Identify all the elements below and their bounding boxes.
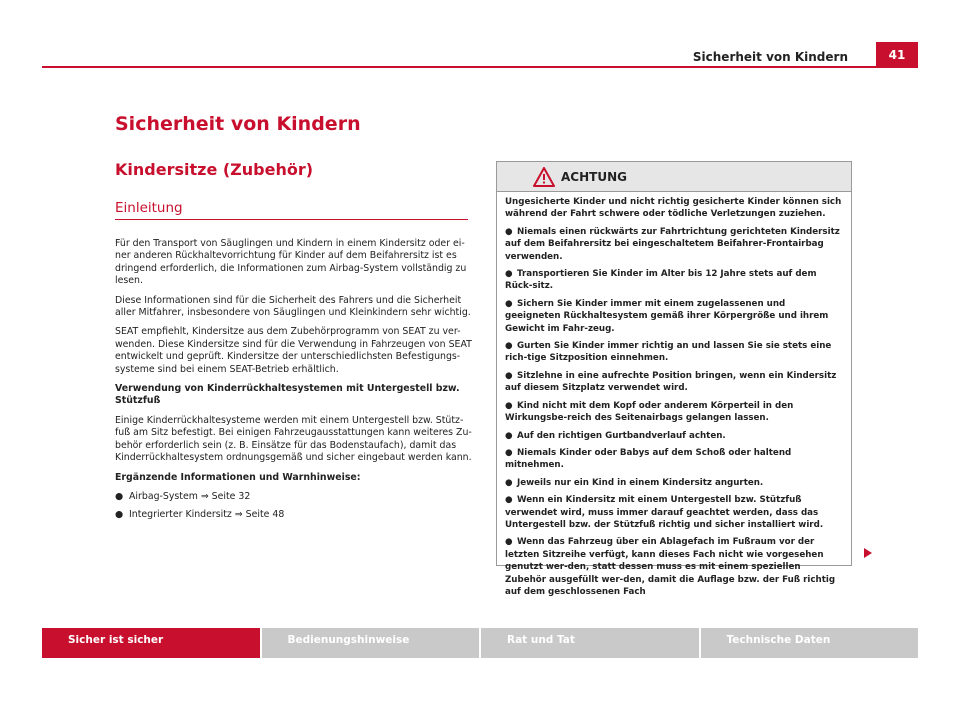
bullet-icon: ● bbox=[505, 269, 513, 280]
warning-item-text: Sitzlehne in eine aufrechte Position bringen, wenn ein Kindersitz auf diesem Sitzplatz verwendet wird. bbox=[505, 370, 837, 394]
chapter-title: Sicherheit von Kindern bbox=[115, 113, 361, 135]
warning-intro: Ungesicherte Kinder und nicht richtig gesicherte Kinder können sich während der Fahrt schwere oder tödliche Verletzungen zuziehen. bbox=[505, 197, 842, 220]
support-leg-paragraph: Einige Kinderrückhaltesysteme werden mit einem Untergestell bzw. Stütz-fuß am Sitz befestigt. Bei einigen Fahrzeugausstattungen kann weiteres Zu-behör erforderlich sein (z. B. Einsätze für das Bodenstaufach), damit das Kinderrückhaltesystem ordnungsgemäß und sicher eingebaut werden kann. bbox=[115, 414, 472, 464]
warning-item bbox=[505, 268, 843, 293]
section-heading: Kindersitze (Zubehör) bbox=[115, 160, 314, 179]
header-divider bbox=[42, 66, 876, 68]
reference-link[interactable]: Integrierter Kindersitz ⇒ Seite 48 bbox=[129, 509, 285, 521]
warning-item bbox=[505, 447, 843, 472]
warning-item-text: Kind nicht mit dem Kopf oder anderem Körperteil in den Wirkungsbe-reich des Seitenairbags gelangen lassen. bbox=[505, 400, 794, 424]
page-number: 41 bbox=[876, 42, 918, 68]
running-header: Sicherheit von Kindern bbox=[692, 50, 848, 64]
warning-label: ACHTUNG bbox=[561, 169, 627, 184]
warning-item-text: Sichern Sie Kinder immer mit einem zugelassenen und geeigneten Rückhaltesystem gemäß ihrer Körpergröße und ihrem Gewicht im Fahr-zeug. bbox=[505, 298, 829, 334]
warning-header bbox=[497, 162, 851, 192]
warning-item bbox=[505, 430, 843, 442]
warning-item-text: Jeweils nur ein Kind in einem Kindersitz angurten. bbox=[517, 477, 764, 488]
intro-paragraph-1: Für den Transport von Säuglingen und Kindern in einem Kindersitz oder ei-ner anderen Rückhaltevorrichtung für Kinder auf dem Beifahrersitz ist es dringend erforderlich, die Informationen zum Airbag-System vollständig zu lesen. bbox=[115, 238, 467, 287]
warning-item-text: Wenn ein Kindersitz mit einem Untergestell bzw. Stützfuß verwendet wird, muss immer darauf geachtet werden, dass das Untergestell bzw. der Stützfuß richtig und sicher installiert wird. bbox=[505, 495, 824, 530]
bullet-icon: ● bbox=[505, 298, 513, 309]
intro-paragraph-2: Diese Informationen sind für die Sicherheit des Fahrers und die Sicherheit aller Mitfahrer, insbesondere von Säuglingen und Kleinkindern sehr wichtig. bbox=[115, 294, 471, 319]
reference-list bbox=[115, 491, 473, 522]
warning-item bbox=[505, 370, 843, 395]
warning-item bbox=[505, 226, 843, 263]
reference-link[interactable]: Airbag-System ⇒ Seite 32 bbox=[129, 490, 251, 502]
warning-item-text: Wenn das Fahrzeug über ein Ablagefach im Fußraum vor der letzten Sitzreihe verfügt, kann dieses Fach nicht wie vorgesehen genutzt wer-den, statt dessen muss es mit einem speziellen Zubehör ausgefüllt wer-den, damit die Auflage bzw. der Fuß richtig auf dem geschlossenen Fach bbox=[505, 537, 836, 597]
warning-item bbox=[505, 536, 843, 598]
bullet-icon: ● bbox=[505, 447, 513, 458]
bullet-icon: ● bbox=[505, 400, 513, 411]
bullet-icon: ● bbox=[505, 370, 513, 381]
intro-text-column bbox=[115, 238, 473, 528]
warning-item bbox=[505, 340, 843, 365]
bullet-icon: ● bbox=[505, 477, 513, 488]
warning-item bbox=[505, 494, 843, 531]
additional-info-heading: Ergänzende Informationen und Warnhinweise: bbox=[115, 471, 361, 483]
bullet-icon: ● bbox=[505, 430, 513, 441]
footer-tab-bedienungshinweise[interactable]: Bedienungshinweise bbox=[262, 628, 480, 658]
footer-tab-technische-daten[interactable]: Technische Daten bbox=[701, 628, 919, 658]
warning-box bbox=[496, 161, 852, 597]
warning-item-text: Transportieren Sie Kinder im Alter bis 12 Jahre stets auf dem Rück-sitz. bbox=[505, 269, 817, 292]
continue-arrow-icon[interactable] bbox=[864, 548, 872, 558]
footer-tab-rat-und-tat[interactable]: Rat und Tat bbox=[481, 628, 699, 658]
warning-item-text: Auf den richtigen Gurtbandverlauf achten. bbox=[517, 430, 726, 441]
warning-item-text: Niemals Kinder oder Babys auf dem Schoß oder haltend mitnehmen. bbox=[505, 447, 792, 471]
intro-paragraph-3: SEAT empfiehlt, Kindersitze aus dem Zubehörprogramm von SEAT zu ver-wenden. Diese Kindersitze sind für die Verwendung in Fahrzeugen von SEAT entwickelt und geprüft. Kindersitze der unterschiedlichsten Befestigungs-systeme sind bei einem SEAT-Betrieb erhältlich. bbox=[115, 326, 472, 375]
reference-item[interactable] bbox=[115, 491, 473, 503]
warning-triangle-icon bbox=[533, 167, 555, 187]
bullet-icon: ● bbox=[505, 341, 513, 352]
footer-nav bbox=[42, 628, 918, 658]
bullet-icon: ● bbox=[505, 226, 513, 237]
footer-tab-sicher-ist-sicher[interactable]: Sicher ist sicher bbox=[42, 628, 260, 658]
bullet-icon: ● bbox=[115, 490, 124, 502]
reference-item[interactable] bbox=[115, 509, 473, 521]
bullet-icon: ● bbox=[115, 509, 124, 521]
warning-item bbox=[505, 477, 843, 489]
subsection-divider bbox=[115, 219, 468, 220]
warning-item-text: Gurten Sie Kinder immer richtig an und lassen Sie sie stets eine rich-tige Sitzposition einnehmen. bbox=[505, 341, 832, 364]
warning-item-text: Niemals einen rückwärts zur Fahrtrichtung gerichteten Kindersitz auf dem Beifahrersitz bei eingeschaltetem Beifahrer-Frontairbag verwenden. bbox=[505, 226, 840, 262]
subsection-heading: Einleitung bbox=[115, 200, 183, 216]
warning-body bbox=[497, 192, 851, 598]
bullet-icon: ● bbox=[505, 537, 513, 548]
support-leg-heading: Verwendung von Kinderrückhaltesystemen mit Untergestell bzw. Stützfuß bbox=[115, 383, 460, 407]
warning-item bbox=[505, 298, 843, 335]
bullet-icon: ● bbox=[505, 495, 513, 506]
warning-item bbox=[505, 400, 843, 425]
